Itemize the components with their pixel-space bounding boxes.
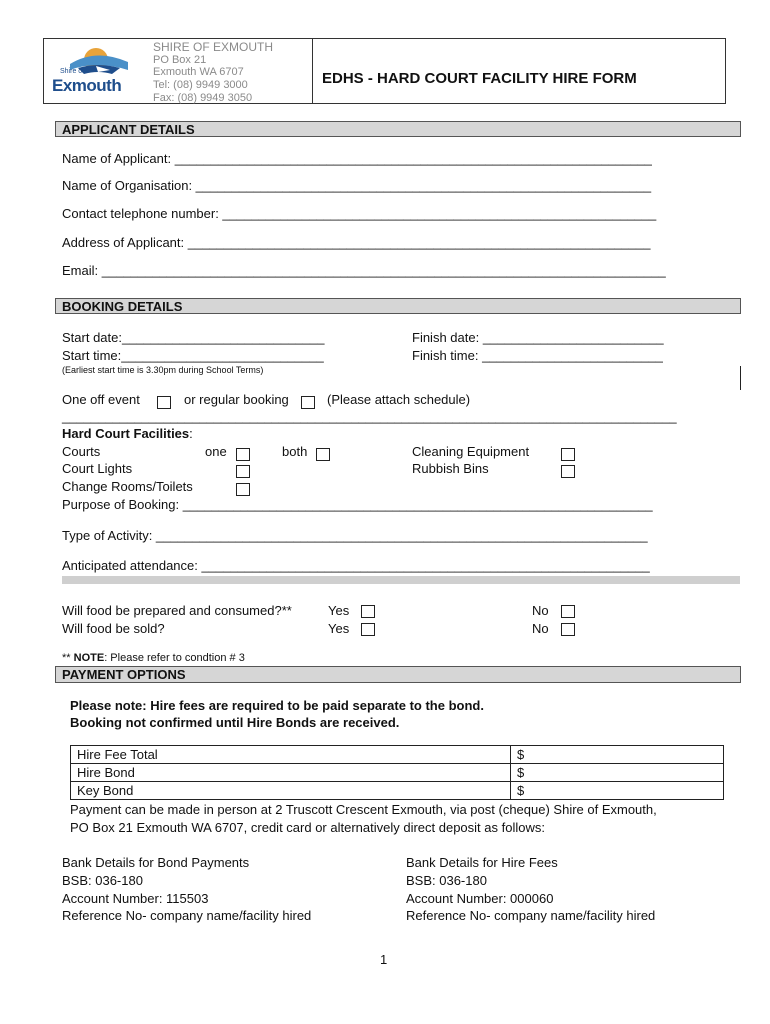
change-rooms-checkbox[interactable] [236, 483, 250, 496]
purpose-field[interactable]: Purpose of Booking: _________________________________________________________________ [62, 497, 653, 512]
shire-tel: Tel: (08) 9949 3000 [153, 79, 248, 91]
bond-bank-bsb: BSB: 036-180 [62, 873, 143, 888]
email-field[interactable]: Email: ______________________________________________________________________________ [62, 263, 666, 278]
page-number: 1 [380, 952, 388, 967]
cleaning-label: Cleaning Equipment [412, 444, 530, 459]
food-prepared-yes-checkbox[interactable] [361, 605, 375, 618]
food-prepared-no-checkbox[interactable] [561, 605, 575, 618]
condition-note [62, 652, 245, 664]
food-sold-no-checkbox[interactable] [561, 623, 575, 636]
bins-checkbox[interactable] [561, 465, 575, 478]
fee-row-divider [71, 781, 723, 782]
bond-bank-account: Account Number: 115503 [62, 891, 209, 906]
fee-label: Hire Bond [77, 765, 135, 780]
note-text: : Please refer to condtion # 3 [104, 652, 245, 664]
organisation-field[interactable]: Name of Organisation: _______________________________________________________________ [62, 178, 652, 193]
po-box: PO Box 21 [153, 54, 207, 66]
facilities-colon: : [189, 426, 193, 441]
fee-table [70, 745, 724, 800]
food-sold-yes-label: Yes [328, 621, 350, 636]
fee-label: Hire Fee Total [77, 747, 158, 762]
hire-bank-account: Account Number: 000060 [406, 891, 554, 906]
logo-text: Exmouth [52, 76, 122, 95]
fee-label: Key Bond [77, 783, 134, 798]
separator-line: _____________________________________________________________________________________ [62, 409, 677, 424]
hire-bank-bsb: BSB: 036-180 [406, 873, 487, 888]
courts-one-label: one [205, 444, 227, 459]
finish-time-field[interactable]: Finish time: _________________________ [412, 348, 663, 363]
phone-field[interactable]: Contact telephone number: ____________________________________________________________ [62, 206, 657, 221]
payment-note-2: Booking not confirmed until Hire Bonds are received. [70, 715, 400, 730]
shire-name: SHIRE OF EXMOUTH [153, 40, 274, 54]
payment-note-1: Please note: Hire fees are required to be paid separate to the bond. [70, 698, 484, 713]
address-field[interactable]: Address of Applicant: ________________________________________________________________ [62, 235, 651, 250]
cleaning-checkbox[interactable] [561, 448, 575, 461]
food-prepared-no-label: No [532, 603, 549, 618]
food-sold-yes-checkbox[interactable] [361, 623, 375, 636]
court-lights-checkbox[interactable] [236, 465, 250, 478]
start-date-field[interactable]: Start date:____________________________ [62, 330, 325, 345]
fee-value[interactable]: $ [517, 765, 525, 780]
change-rooms-label: Change Rooms/Toilets [62, 479, 193, 494]
facilities-heading-text: Hard Court Facilities [62, 426, 190, 441]
fee-col-divider [510, 746, 511, 799]
logo-small-text: Shire of [60, 68, 85, 75]
payment-text-1: Payment can be made in person at 2 Truscott Crescent Exmouth, via post (cheque) Shire of Exmouth, [70, 802, 657, 817]
start-time-field[interactable]: Start time:____________________________ [62, 348, 324, 363]
shire-logo [50, 40, 140, 102]
hire-bank-title: Bank Details for Hire Fees [406, 855, 558, 870]
fee-row-divider [71, 763, 723, 764]
note-label: NOTE [73, 652, 105, 664]
booking-section-title: BOOKING DETAILS [62, 299, 183, 314]
bond-bank-reference: Reference No- company name/facility hired [62, 908, 312, 923]
payment-section-title: PAYMENT OPTIONS [62, 667, 186, 682]
food-prepared-yes-label: Yes [328, 603, 350, 618]
fee-value[interactable]: $ [517, 783, 525, 798]
shire-address: Exmouth WA 6707 [153, 66, 244, 78]
courts-both-label: both [282, 444, 308, 459]
food-sold-label: Will food be sold? [62, 621, 165, 636]
margin-mark [740, 366, 741, 390]
applicant-name-field[interactable]: Name of Applicant: __________________________________________________________________ [62, 151, 652, 166]
attach-schedule-label: (Please attach schedule) [327, 392, 471, 407]
court-lights-label: Court Lights [62, 461, 133, 476]
applicant-section-title: APPLICANT DETAILS [62, 122, 195, 137]
form-title: EDHS - HARD COURT FACILITY HIRE FORM [322, 70, 637, 87]
attendance-field[interactable]: Anticipated attendance: ______________________________________________________________ [62, 558, 650, 573]
finish-date-field[interactable]: Finish date: _________________________ [412, 330, 664, 345]
bins-label: Rubbish Bins [412, 461, 489, 476]
bond-bank-title: Bank Details for Bond Payments [62, 855, 250, 870]
booking-divider-strip [62, 576, 740, 584]
earliest-start-note: (Earliest start time is 3.30pm during School Terms) [62, 365, 264, 375]
one-off-checkbox[interactable] [157, 396, 171, 409]
courts-one-checkbox[interactable] [236, 448, 250, 461]
activity-field[interactable]: Type of Activity: ____________________________________________________________________ [62, 528, 648, 543]
payment-text-2: PO Box 21 Exmouth WA 6707, credit card or alternatively direct deposit as follows: [70, 820, 545, 835]
fee-value[interactable]: $ [517, 747, 525, 762]
regular-label: or regular booking [184, 392, 289, 407]
note-prefix: ** [62, 652, 74, 664]
shire-fax: Fax: (08) 9949 3050 [153, 92, 253, 104]
courts-label: Courts [62, 444, 101, 459]
header-divider [312, 38, 313, 104]
facilities-heading [62, 426, 193, 441]
one-off-label: One off event [62, 392, 140, 407]
regular-checkbox[interactable] [301, 396, 315, 409]
courts-both-checkbox[interactable] [316, 448, 330, 461]
food-sold-no-label: No [532, 621, 549, 636]
food-prepared-label: Will food be prepared and consumed?** [62, 603, 292, 618]
hire-bank-reference: Reference No- company name/facility hired [406, 908, 656, 923]
